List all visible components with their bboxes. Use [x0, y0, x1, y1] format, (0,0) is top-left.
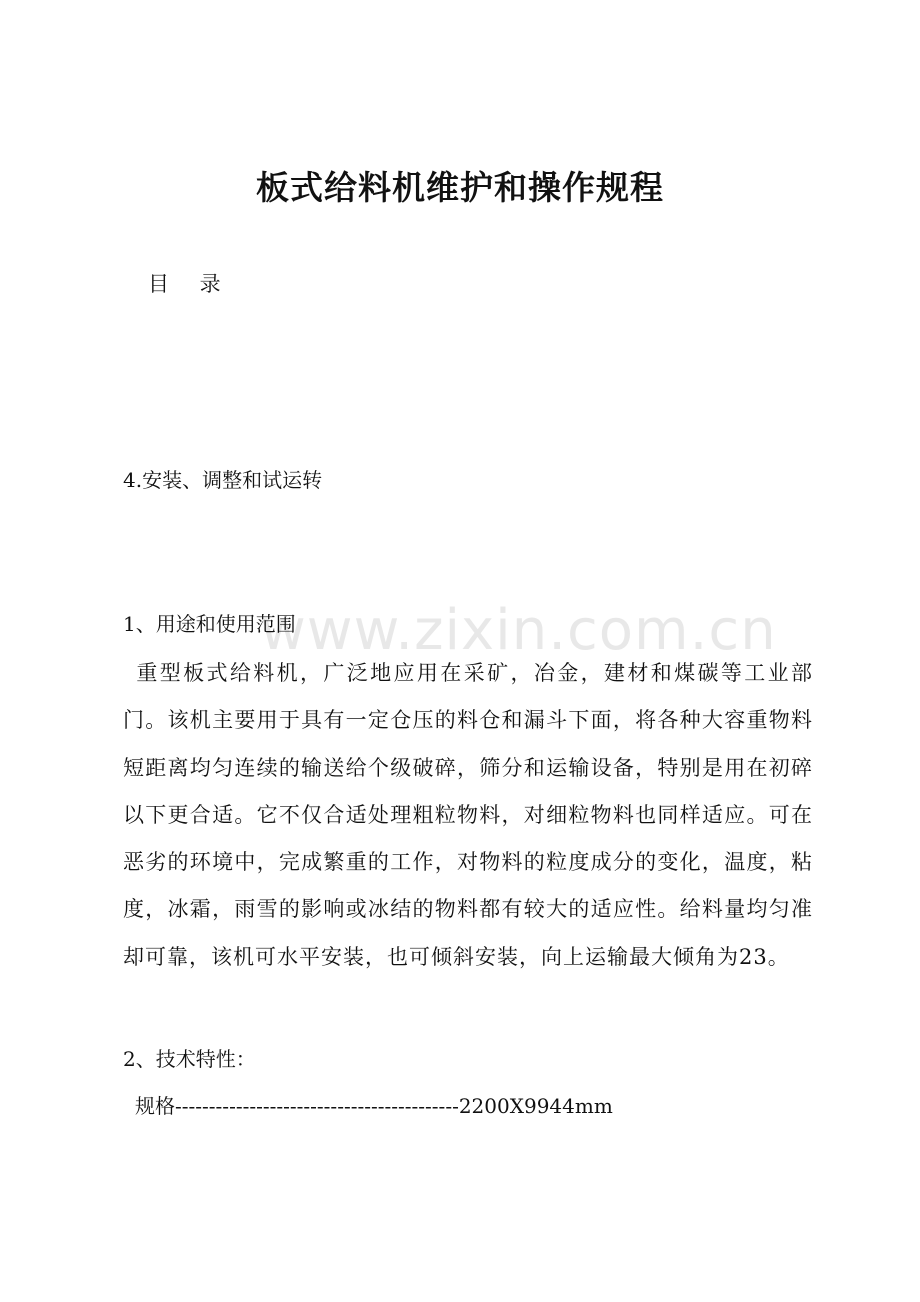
toc-label: 目 录 — [148, 272, 233, 296]
section-1-heading: 1、用途和使用范围 — [123, 612, 296, 636]
section-1-body — [123, 650, 813, 981]
watermark: www.zixin.com.cn — [260, 598, 777, 663]
section-4-heading: 4.安装、调整和试运转 — [123, 468, 323, 492]
section-1-body-text: 重型板式给料机，广泛地应用在采矿，冶金，建材和煤碳等工业部门。该机主要用于具有一定仓压的料仓和漏斗下面，将各种大容重物料短距离均匀连续的输送给个级破碎，筛分和运输设备，特别是用在初碎以下更合适。它不仅合适处理粗粒物料，对细粒物料也同样适应。可在恶劣的环境中，完成繁重的工作，对物料的粒度成分的变化，温度，粘度，冰霜，雨雪的影响或冰结的物料都有较大的适应性。给料量均匀准却可靠，该机可水平安装，也可倾斜安装，向上运输最大倾角为23。 — [123, 661, 813, 969]
spec-leader: ------------------------------------------ — [175, 1094, 459, 1118]
document-title: 板式给料机维护和操作规程 — [256, 168, 664, 207]
spec-value: 2200X9944mm — [458, 1094, 613, 1118]
spec-label: 规格 — [135, 1094, 175, 1118]
spec-row — [135, 1090, 613, 1119]
section-2-heading: 2、技术特性： — [123, 1047, 256, 1071]
